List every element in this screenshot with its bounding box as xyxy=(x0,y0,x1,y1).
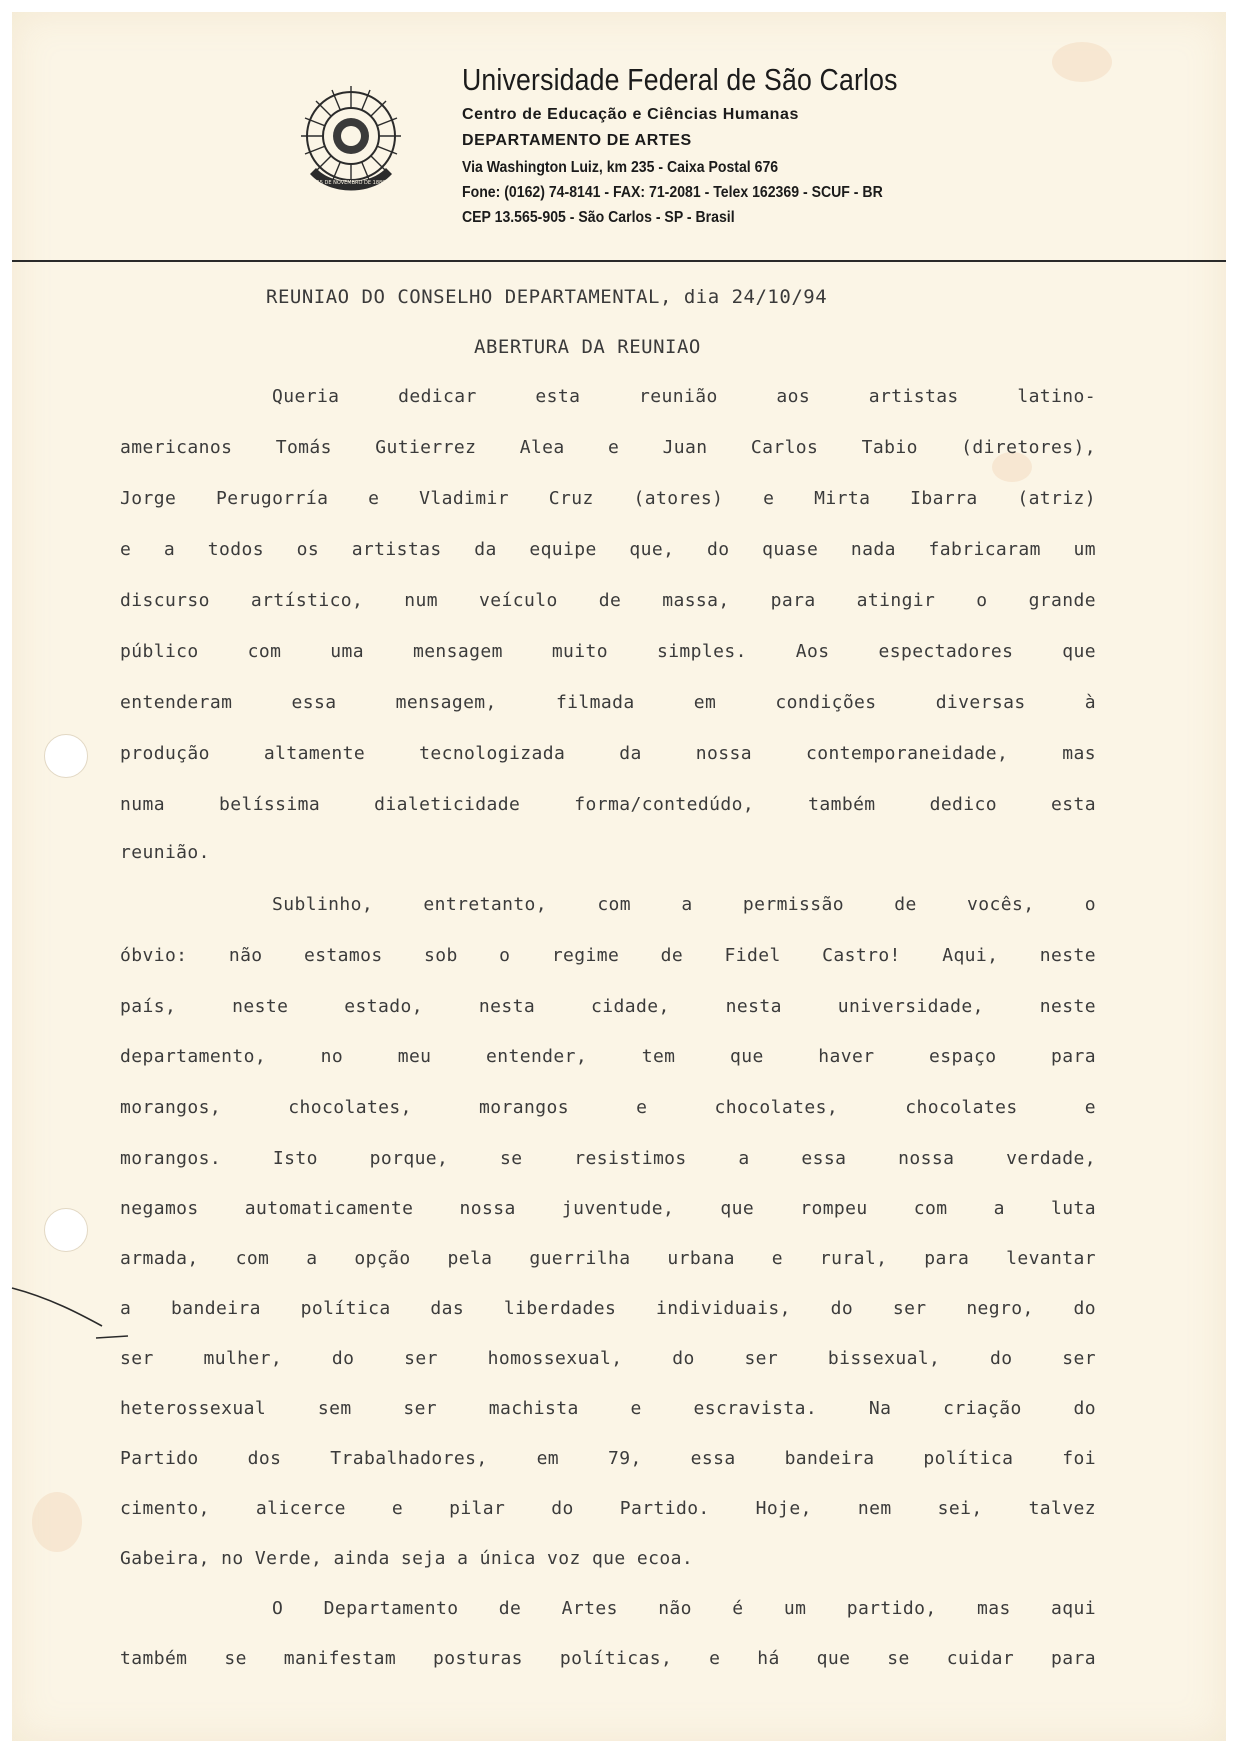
text-line: morangos. Isto porque, se resistimos a essa nossa verdade, xyxy=(120,1148,1096,1169)
letterhead xyxy=(462,62,969,226)
department-name: DEPARTAMENTO DE ARTES xyxy=(462,132,692,149)
university-name: Universidade Federal de São Carlos xyxy=(462,62,898,97)
cep-line: CEP 13.565-905 - São Carlos - SP - Brasil xyxy=(462,209,735,226)
document-subtitle: ABERTURA DA REUNIAO xyxy=(474,336,701,358)
text-line: americanos Tomás Gutierrez Alea e Juan Carlos Tabio (diretores), xyxy=(120,437,1096,458)
text-line: heterossexual sem ser machista e escravista. Na criação do xyxy=(120,1398,1096,1419)
text-line: a bandeira política das liberdades individuais, do ser negro, do xyxy=(120,1298,1096,1319)
punch-hole xyxy=(44,1208,88,1252)
svg-text:15 DE NOVEMBRO DE 1889: 15 DE NOVEMBRO DE 1889 xyxy=(316,180,386,186)
text-line: e a todos os artistas da equipe que, do quase nada fabricaram um xyxy=(120,539,1096,560)
text-line: Jorge Perugorría e Vladimir Cruz (atores) e Mirta Ibarra (atriz) xyxy=(120,488,1096,509)
text-line: Gabeira, no Verde, ainda seja a única voz que ecoa. xyxy=(120,1548,694,1569)
text-line: discurso artístico, num veículo de massa, para atingir o grande xyxy=(120,590,1096,611)
text-line: reunião. xyxy=(120,842,210,863)
text-line: armada, com a opção pela guerrilha urbana e rural, para levantar xyxy=(120,1248,1096,1269)
coat-of-arms-icon xyxy=(290,78,412,200)
margin-pen-mark xyxy=(10,1276,130,1346)
text-line: Sublinho, entretanto, com a permissão de vocês, o xyxy=(272,894,1096,915)
text-line: morangos, chocolates, morangos e chocolates, chocolates e xyxy=(120,1097,1096,1118)
text-line: ser mulher, do ser homossexual, do ser bissexual, do ser xyxy=(120,1348,1096,1369)
text-line: O Departamento de Artes não é um partido, mas aqui xyxy=(272,1598,1096,1619)
header-divider xyxy=(12,260,1226,262)
address-line: Via Washington Luiz, km 235 - Caixa Postal 676 xyxy=(462,159,779,176)
document-title: REUNIAO DO CONSELHO DEPARTAMENTAL, dia 24/10/94 xyxy=(266,286,828,308)
text-line: Queria dedicar esta reunião aos artistas latino- xyxy=(272,386,1096,407)
paper-stain xyxy=(32,1492,82,1552)
document-page xyxy=(12,12,1226,1741)
text-line: público com uma mensagem muito simples. Aos espectadores que xyxy=(120,641,1096,662)
center-name: Centro de Educação e Ciências Humanas xyxy=(462,106,799,123)
text-line: país, neste estado, nesta cidade, nesta universidade, neste xyxy=(120,996,1096,1017)
text-line: também se manifestam posturas políticas, e há que se cuidar para xyxy=(120,1648,1096,1669)
text-line: cimento, alicerce e pilar do Partido. Hoje, nem sei, talvez xyxy=(120,1498,1096,1519)
text-line: entenderam essa mensagem, filmada em condições diversas à xyxy=(120,692,1096,713)
text-line: departamento, no meu entender, tem que haver espaço para xyxy=(120,1046,1096,1067)
phone-line: Fone: (0162) 74-8141 - FAX: 71-2081 - Telex 162369 - SCUF - BR xyxy=(462,184,883,201)
text-line: negamos automaticamente nossa juventude, que rompeu com a luta xyxy=(120,1198,1096,1219)
text-line: numa belíssima dialeticidade forma/contedúdo, também dedico esta xyxy=(120,794,1096,815)
text-line: Partido dos Trabalhadores, em 79, essa bandeira política foi xyxy=(120,1448,1096,1469)
paper-stain xyxy=(1052,42,1112,82)
text-line: óbvio: não estamos sob o regime de Fidel Castro! Aqui, neste xyxy=(120,945,1096,966)
text-line: produção altamente tecnologizada da nossa contemporaneidade, mas xyxy=(120,743,1096,764)
punch-hole xyxy=(44,734,88,778)
